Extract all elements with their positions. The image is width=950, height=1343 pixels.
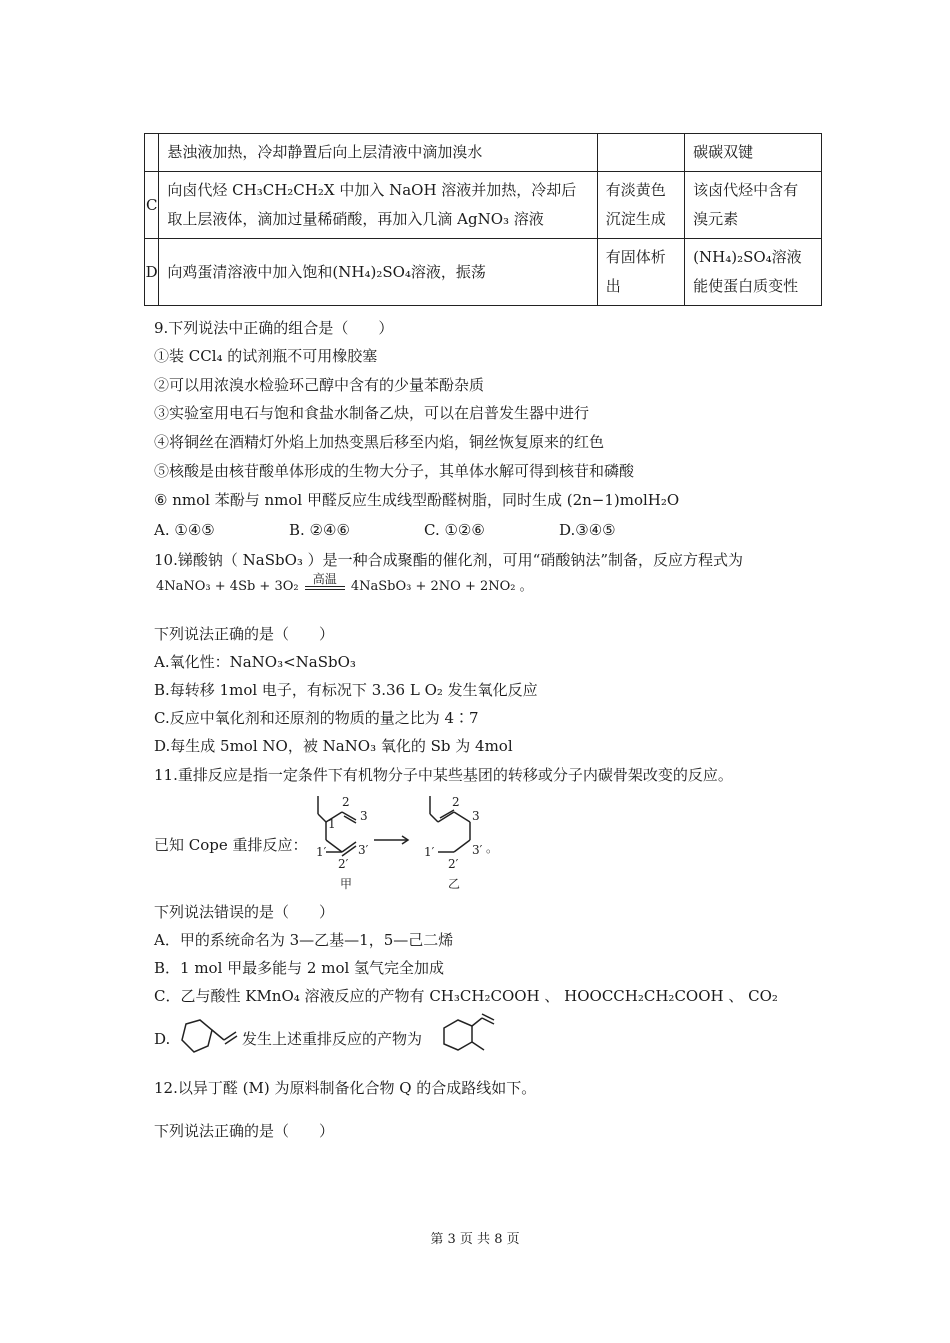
q11-question: 下列说法错误的是（ ） xyxy=(154,903,335,921)
q11-stem: 11.重排反应是指一定条件下有机物分子中某些基团的转移或分子内碳骨架改变的反应。 xyxy=(154,766,733,784)
atom-label-3p: 3′ xyxy=(358,843,369,857)
table-row xyxy=(145,239,822,306)
row-operation: 向鸡蛋清溶液中加入饱和(NH₄)₂SO₄溶液，振荡 xyxy=(159,239,597,306)
experiment-table xyxy=(144,133,822,306)
q9-stem: 9.下列说法中正确的组合是（ ） xyxy=(154,319,394,337)
q9-option-b: B. ②④⑥ xyxy=(289,521,350,539)
table-row xyxy=(145,134,822,172)
row-conclusion: 该卤代烃中含有溴元素 xyxy=(685,172,822,239)
atom-label-1p: 1′ xyxy=(316,845,327,859)
q12-stem: 12.以异丁醛 (M) 为原料制备化合物 Q 的合成路线如下。 xyxy=(154,1079,537,1097)
cope-rearrangement-diagram xyxy=(300,790,500,900)
compound-yi-structure xyxy=(424,795,498,891)
equation-reactants: 4NaNO₃ + 4Sb + 3O₂ xyxy=(156,579,299,594)
row-option: D xyxy=(145,239,159,306)
table-row xyxy=(145,172,822,239)
q9-options xyxy=(154,519,616,541)
row-phenomenon: 有固体析出 xyxy=(597,239,684,306)
q11-option-d-prefix: D. xyxy=(154,1030,171,1048)
row-option xyxy=(145,134,159,172)
q9-option-c: C. ①②⑥ xyxy=(424,521,485,539)
row-conclusion: 碳碳双键 xyxy=(685,134,822,172)
atom-label-3p-product: 3′ xyxy=(472,843,483,857)
q12-question: 下列说法正确的是（ ） xyxy=(154,1122,335,1140)
q11-option-c: C．乙与酸性 KMnO₄ 溶液反应的产物有 CH₃CH₂COOH 、 HOOCCH₂CH₂COOH 、 CO₂ xyxy=(154,987,778,1005)
compound-jia-structure xyxy=(316,795,369,891)
row-conclusion: (NH₄)₂SO₄溶液能使蛋白质变性 xyxy=(685,239,822,306)
reaction-arrow-icon xyxy=(374,836,408,844)
atom-label-2p: 2′ xyxy=(338,857,349,871)
q11-option-d-text: 发生上述重排反应的产物为 xyxy=(242,1030,423,1048)
q10-question: 下列说法正确的是（ ） xyxy=(154,625,335,643)
equation-products: 4NaSbO₃ + 2NO + 2NO₂ 。 xyxy=(350,579,533,594)
row-option: C xyxy=(145,172,159,239)
q10-option-a: A.氧化性：NaNO₃<NaSbO₃ xyxy=(154,653,356,671)
equation-arrow xyxy=(305,572,345,590)
compound-jia-label: 甲 xyxy=(340,877,353,891)
q10-stem: 10.锑酸钠（ NaSbO₃ ）是一种合成聚酯的催化剂，可用“硝酸钠法”制备，反应方程式为 xyxy=(154,551,743,569)
row-operation: 悬浊液加热，冷却静置后向上层清液中滴加溴水 xyxy=(159,134,597,172)
q11-known: 已知 Cope 重排反应： xyxy=(154,836,308,854)
reaction-equation xyxy=(156,572,533,594)
atom-label-2: 2 xyxy=(342,795,350,809)
q9-item-3: ③实验室用电石与饱和食盐水制备乙炔，可以在启普发生器中进行 xyxy=(154,404,590,422)
atom-label-3: 3 xyxy=(360,809,368,823)
q11-option-b: B．1 mol 甲最多能与 2 mol 氢气完全加成 xyxy=(154,959,445,977)
equation-condition: 高温 xyxy=(312,572,337,586)
q10-option-b: B.每转移 1mol 电子，有标况下 3.36 L O₂ 发生氧化反应 xyxy=(154,681,538,699)
q10-option-c: C.反应中氧化剂和还原剂的物质的量之比为 4∶7 xyxy=(154,709,479,727)
page-footer: 第 3 页 共 8 页 xyxy=(430,1232,520,1247)
row-phenomenon xyxy=(597,134,684,172)
atom-label-3-product: 3 xyxy=(472,809,480,823)
compound-yi-label: 乙 xyxy=(448,877,461,891)
sentence-end-mark: 。 xyxy=(486,841,499,855)
q9-item-2: ②可以用浓溴水检验环己醇中含有的少量苯酚杂质 xyxy=(154,376,485,394)
option-d-reactant-diagram xyxy=(178,1018,240,1058)
atom-label-2-product: 2 xyxy=(452,795,460,809)
q9-option-a: A. ①④⑤ xyxy=(154,521,215,539)
q9-item-1: ①装 CCl₄ 的试剂瓶不可用橡胶塞 xyxy=(154,347,378,365)
atom-label-1: 1 xyxy=(328,817,336,831)
q9-item-4: ④将铜丝在酒精灯外焰上加热变黑后移至内焰，铜丝恢复原来的红色 xyxy=(154,433,605,451)
atom-label-2p-product: 2′ xyxy=(448,857,459,871)
q10-option-d: D.每生成 5mol NO，被 NaNO₃ 氧化的 Sb 为 4mol xyxy=(154,737,513,755)
option-d-product-diagram xyxy=(438,1010,498,1060)
atom-label-1p-product: 1′ xyxy=(424,845,435,859)
q11-option-a: A．甲的系统命名为 3—乙基—1，5—己二烯 xyxy=(154,931,454,949)
q9-option-d: D.③④⑤ xyxy=(559,521,616,539)
q9-item-6: ⑥ nmol 苯酚与 nmol 甲醛反应生成线型酚醛树脂，同时生成 (2n−1)molH₂O xyxy=(154,491,680,509)
row-operation: 向卤代烃 CH₃CH₂CH₂X 中加入 NaOH 溶液并加热，冷却后取上层液体，滴加过量稀硝酸，再加入几滴 AgNO₃ 溶液 xyxy=(159,172,597,239)
row-phenomenon: 有淡黄色沉淀生成 xyxy=(597,172,684,239)
q9-item-5: ⑤核酸是由核苷酸单体形成的生物大分子，其单体水解可得到核苷和磷酸 xyxy=(154,462,635,480)
